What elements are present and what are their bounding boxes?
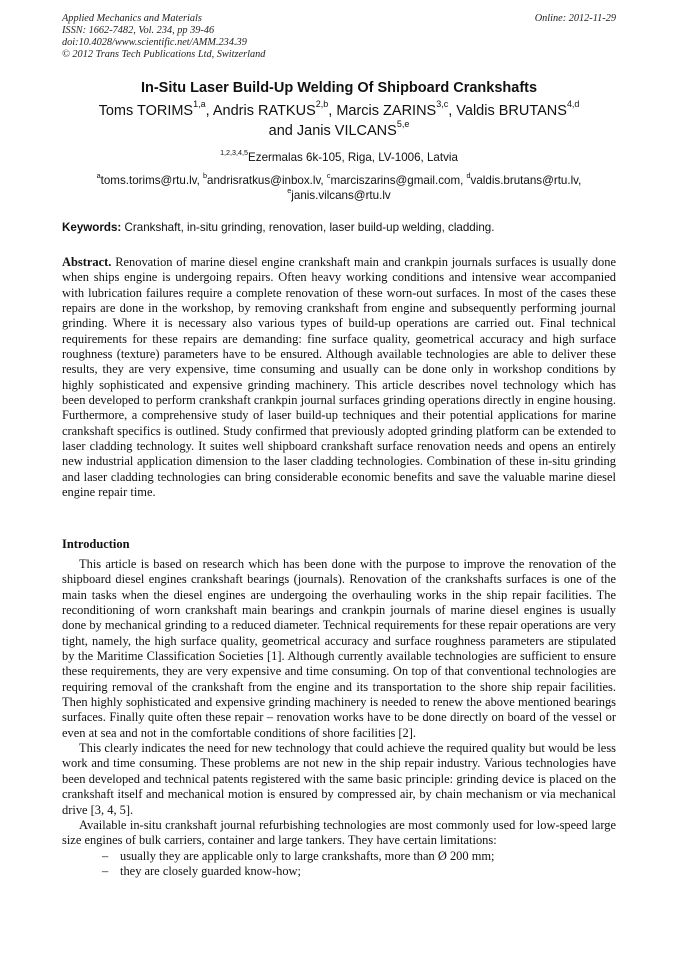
author-name: Marcis ZARINS bbox=[336, 103, 437, 119]
author-sep: , bbox=[205, 103, 213, 119]
author-sep: , bbox=[448, 103, 457, 119]
author-sup: 1,a bbox=[193, 99, 206, 110]
author-sep: , bbox=[328, 103, 337, 119]
list-dash: – bbox=[102, 848, 109, 863]
email-sup: a bbox=[96, 170, 101, 180]
online-date: Online: 2012-11-29 bbox=[534, 13, 616, 24]
email-sup: b bbox=[203, 170, 208, 180]
affiliation-sup: 1,2,3,4,5 bbox=[220, 147, 249, 157]
intro-paragraph: This clearly indicates the need for new technology that could achieve the required quality but would be less work and time consuming. These problems are not new in the ship repair industry. Various technologies have been developed and technical patents registered with the same basic principle: grinding device is placed on the crankshaft itself and mechanical motion is ensured by compressed air, by chain mechanism or via mechanical drive [3, 4, 5]. bbox=[62, 741, 616, 817]
affiliation bbox=[62, 147, 616, 165]
list-dash: – bbox=[102, 863, 109, 878]
abstract-label: Abstract. bbox=[62, 255, 112, 269]
keywords bbox=[62, 220, 616, 235]
intro-paragraph: Available in-situ crankshaft journal refurbishing technologies are most commonly used for low-speed large size engines of bulk carriers, container and large tankers. They have certain limitations: bbox=[62, 817, 616, 848]
author-name: Valdis BRUTANS bbox=[456, 103, 567, 119]
email-link[interactable]: marciszarins@gmail.com, bbox=[330, 174, 467, 187]
list-item-text: usually they are applicable only to large crankshafts, more than Ø 200 mm; bbox=[120, 848, 495, 863]
email-link[interactable]: janis.vilcans@rtu.lv bbox=[291, 189, 391, 202]
author-name: and Janis VILCANS bbox=[268, 123, 397, 139]
email-link[interactable]: toms.torims@rtu.lv, bbox=[100, 174, 204, 187]
abstract-paragraph bbox=[62, 255, 616, 501]
journal-header bbox=[62, 13, 616, 61]
author-name: Andris RATKUS bbox=[212, 103, 316, 119]
keywords-label: Keywords: bbox=[62, 221, 122, 234]
author-sup: 3,c bbox=[436, 99, 449, 110]
email-link[interactable]: andrisratkus@inbox.lv, bbox=[207, 174, 327, 187]
affiliation-text: Ezermalas 6k-105, Riga, LV-1006, Latvia bbox=[248, 151, 458, 164]
keywords-text: Crankshaft, in-situ grinding, renovation, laser build-up welding, cladding. bbox=[124, 221, 495, 234]
email-sup: d bbox=[466, 170, 471, 180]
author-name: Toms TORIMS bbox=[98, 103, 194, 119]
issn-line: ISSN: 1662-7482, Vol. 234, pp 39-46 bbox=[62, 25, 215, 36]
email-list bbox=[62, 170, 616, 203]
email-sup: c bbox=[326, 170, 331, 180]
list-item bbox=[62, 849, 616, 864]
author-sup: 4,d bbox=[566, 99, 580, 110]
limitations-list bbox=[62, 849, 616, 880]
list-item bbox=[62, 864, 616, 879]
introduction-heading: Introduction bbox=[62, 537, 130, 551]
introduction-body bbox=[62, 557, 616, 879]
list-item-text: they are closely guarded know-how; bbox=[120, 863, 301, 878]
author-list bbox=[62, 101, 616, 141]
email-link[interactable]: valdis.brutans@rtu.lv, bbox=[470, 174, 582, 187]
email-sup: e bbox=[287, 185, 292, 195]
abstract-text: Renovation of marine diesel engine crankshaft main and crankpin journals surfaces is usually done when ships engine is undergoing repairs. Often heavy working conditions and intensive wear accompanied with lubrication failures require a complete renovation of these worn-out surfaces. In most of the cases these repairs are done in the workshop, by removing crankshaft from engine and subsequently performing journal grinding. Where it is necessary also various types of build-up operations are carried out. Final technical requirements for these repairs are demanding: fine surface quality, geometrical accuracy and high surface roughness (texture) parameters have to be ensured. Although available technologies are able to deliver these results, they are very expensive, time consuming and usually can be done only in workshop conditions by highly sophisticated and expensive grinding machinery. This article describes novel technology which has been developed to perform crankshaft crankpin journal surfaces grinding operations directly in engine housing. Furthermore, a comprehensive study of laser build-up techniques and their potential applications for marine crankshaft specifics is outlined. Study confirmed that previously adopted grinding platform can be extended to laser cladding technology. It suites well shipboard crankshaft surface renovation needs and opens an entirely new industrial application dimension to the laser cladding technologies. Combination of these in-situ grinding and laser cladding technologies can bring considerable economic benefits and save the valuable marine diesel engine repair time. bbox=[62, 255, 617, 500]
author-sup: 5,e bbox=[396, 119, 410, 130]
intro-paragraph: This article is based on research which has been done with the purpose to improve the renovation of the shipboard diesel engines crankshaft bearings (journals). Renovation of the crankshafts surfaces is one of the main tasks when the diesel engines are undergoing the overhauling works in the ship repair facilities. The reconditioning of worn crankshaft main bearings and crankpin journals of marine diesel engines is usually done by mechanical grinding to a reduced diameter. Technical requirements for these repair operations are very tight, namely, the high surface quality, geometrical accuracy and surface roughness parameters are stipulated by the Maritime Classification Societies [1]. Although currently available technologies are sufficient to ensure these requirements, they are very expensive and time consuming. On top of that conventional technologies are requiring removal of the crankshaft from the engine and its transportation to the shore ship repair facilities. Then highly sophisticated and expensive grinding machinery is needed to renew the above mentioned bearings surfaces. Finally quite often these repair – renovation works have to be done directly on board of the vessel or even at sea and not in the comfortable conditions of shore facilities [2]. bbox=[62, 557, 616, 740]
paper-title: In-Situ Laser Build-Up Welding Of Shipboard Crankshafts bbox=[140, 80, 538, 96]
copyright-line: © 2012 Trans Tech Publications Ltd, Switzerland bbox=[62, 49, 266, 60]
journal-name: Applied Mechanics and Materials bbox=[62, 13, 202, 24]
author-sup: 2,b bbox=[315, 99, 329, 110]
doi-line: doi:10.4028/www.scientific.net/AMM.234.39 bbox=[62, 37, 247, 48]
abstract bbox=[62, 255, 616, 501]
